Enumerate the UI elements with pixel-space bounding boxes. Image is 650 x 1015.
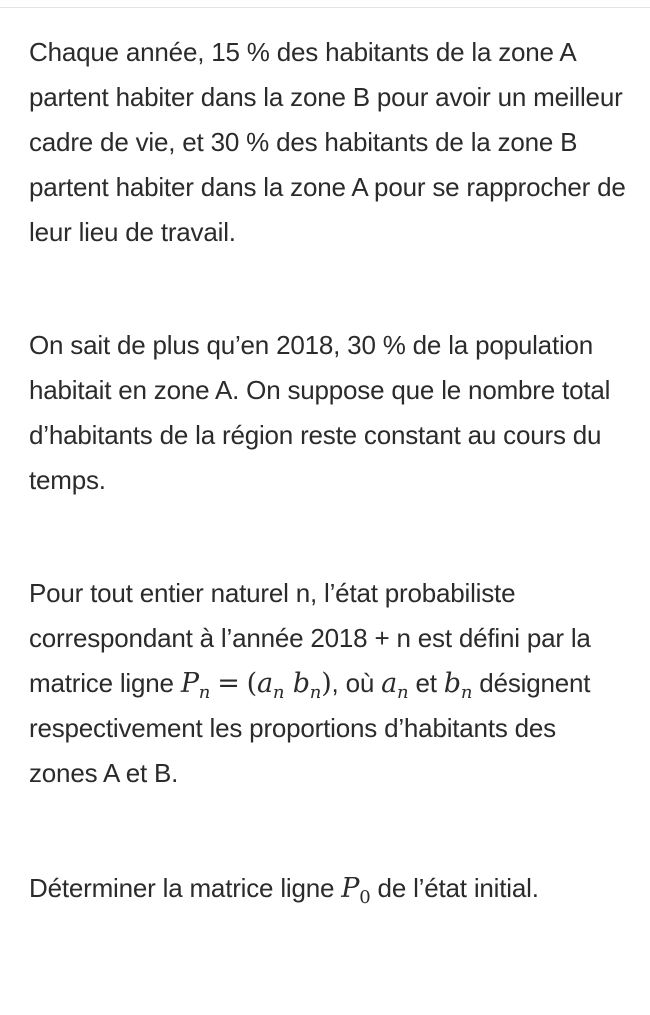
math-pn-equation bbox=[180, 668, 332, 703]
math-close-paren: ) bbox=[321, 668, 332, 699]
p4-text-1: Déterminer la matrice ligne bbox=[29, 873, 342, 903]
math-symbol-b: b bbox=[443, 668, 461, 699]
math-subscript-0: 0 bbox=[359, 887, 371, 908]
paragraph-probabilistic-state bbox=[29, 571, 629, 796]
math-symbol-a: a bbox=[381, 668, 398, 699]
exercise-text bbox=[29, 30, 629, 911]
math-symbol-P: P bbox=[341, 873, 360, 904]
math-open-paren: ( bbox=[246, 668, 257, 699]
math-subscript-n: n bbox=[198, 682, 211, 703]
math-subscript-n: n bbox=[397, 682, 409, 703]
math-subscript-n: n bbox=[460, 682, 473, 703]
p3-text-2: , où bbox=[331, 668, 382, 698]
p3-text-3: et bbox=[408, 668, 444, 698]
top-divider bbox=[0, 7, 650, 8]
math-subscript-n: n bbox=[272, 682, 285, 703]
math-symbol-a: a bbox=[256, 668, 273, 699]
paragraph-migration-rates: Chaque année, 15 % des habitants de la zone A partent habiter dans la zone B pour avoir un meilleur cadre de vie, et 30 % des habitants de la zone B partent habiter dans la zone A pour se rapprocher de leur lieu de travail. bbox=[29, 37, 626, 247]
math-p0 bbox=[341, 873, 371, 908]
paragraph-question bbox=[29, 866, 629, 911]
p4-text-2: de l’état initial. bbox=[370, 873, 539, 903]
math-symbol-b: b bbox=[292, 668, 310, 699]
paragraph-initial-population: On sait de plus qu’en 2018, 30 % de la population habitait en zone A. On suppose que le nombre total d’habitants de la région reste constant au cours du temps. bbox=[29, 330, 611, 495]
math-an bbox=[381, 668, 409, 703]
math-bn bbox=[443, 668, 473, 703]
math-equals: = bbox=[217, 668, 240, 699]
p3-text-1: Pour tout entier naturel n, l’état probabiliste correspondant à l’année 2018 + n est défini par la matrice ligne bbox=[29, 578, 591, 698]
math-subscript-n: n bbox=[309, 682, 322, 703]
math-symbol-P: P bbox=[180, 668, 199, 699]
p3-text-4: désignent respectivement les proportions d’habitants des zones A et B. bbox=[29, 668, 591, 788]
